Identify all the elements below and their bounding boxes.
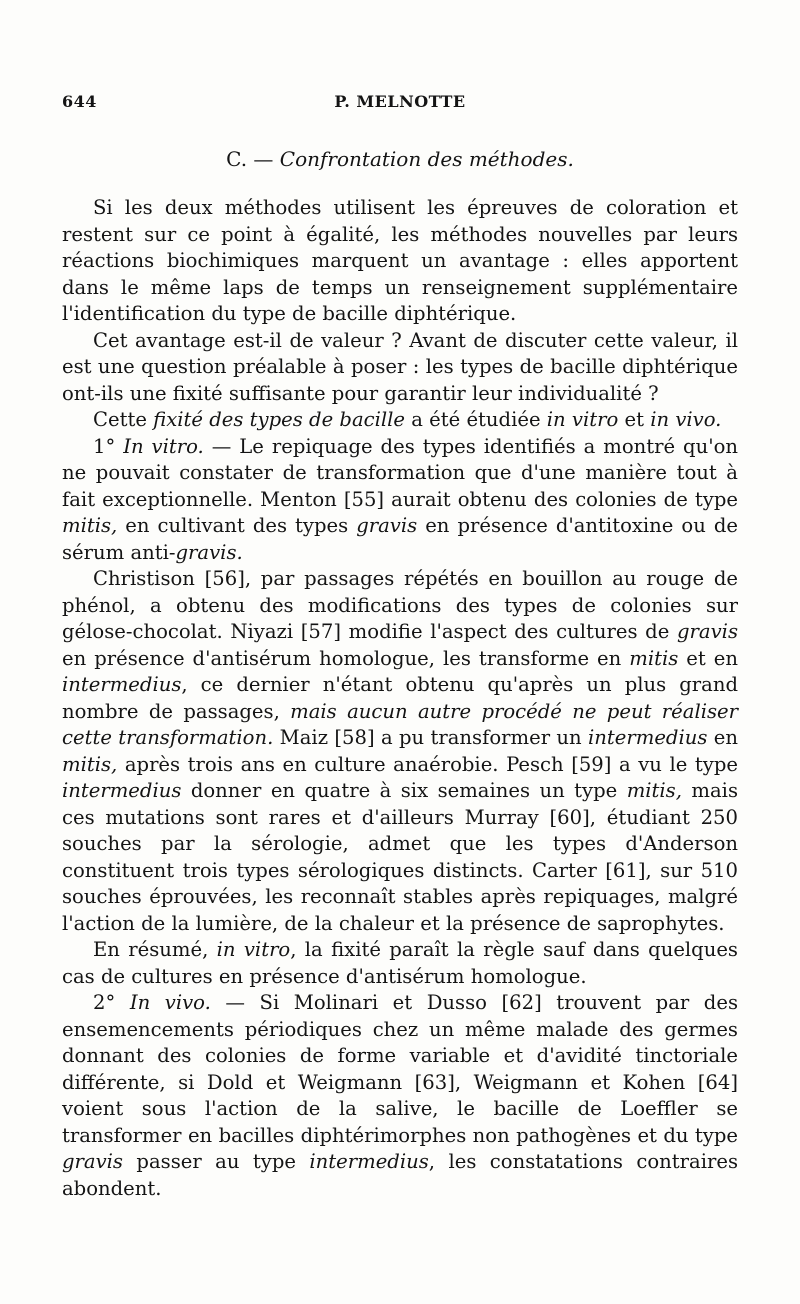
text-run: Christison [56], par passages répétés en bouillon au rouge de phénol, a obtenu des modifications des types de colonies sur gélose-chocolat. Niyazi [57] modifie l'aspect des cultures de — [62, 567, 738, 643]
italic-text: in vitro — [216, 938, 291, 961]
italic-text: gravis — [677, 620, 738, 643]
italic-text: gravis — [356, 514, 418, 537]
paragraph — [62, 566, 738, 937]
text-run: et en — [678, 646, 738, 670]
italic-text: In vivo. — [129, 991, 211, 1014]
body-text — [62, 195, 738, 1202]
section-letter: C. — — [226, 147, 274, 171]
text-run: , les constatations contraires abondent. — [62, 1150, 739, 1200]
text-run: en présence d'antisérum homologue, les transforme en — [62, 646, 630, 670]
italic-text: mitis, — [626, 779, 682, 802]
text-run: — Le repiquage des types identifiés a montré qu'on ne pouvait constater de transformation que d'une manière tout à fait exceptionnelle. Menton [55] aurait obtenu des colonies de type — [62, 434, 739, 511]
text-run: 2° — [93, 991, 130, 1014]
text-run: a été étudiée — [405, 408, 547, 431]
italic-text: mitis, — [62, 514, 118, 537]
text-run: donner en quatre à six semaines un type — [181, 779, 627, 802]
italic-text: intermedius — [62, 673, 182, 696]
italic-text: in vivo. — [650, 408, 722, 431]
text-run: , ce dernier n'étant obtenu qu'après un plus grand nombre de passages, — [62, 673, 738, 723]
text-run: Cet avantage est-il de valeur ? Avant de discuter cette valeur, il est une question préalable à poser : les types de bacille diphtérique ont-ils une fixité suffisante pour garantir leur individualité ? — [62, 328, 738, 405]
italic-text: in vitro — [546, 408, 619, 431]
text-run: en présence d'antitoxine ou de sérum anti- — [62, 514, 738, 564]
italic-text: fixité des types de bacille — [153, 408, 406, 431]
italic-text: intermedius — [309, 1150, 429, 1173]
paragraph — [62, 990, 738, 1202]
paragraph — [62, 937, 738, 990]
text-run: Si les deux méthodes utilisent les épreuves de coloration et restent sur ce point à égalité, les méthodes nouvelles par leurs réactions biochimiques marquent un avantage : elles apportent dans le même laps de temps un renseignement supplémentaire l'identification du type de bacille diphtérique. — [62, 196, 738, 325]
text-run: — Si Molinari et Dusso [62] trouvent par des ensemencements périodiques chez un même malade des germes donnant des colonies de forme variable et d'avidité tinctoriale différente, si Dold et Weigmann [63], Weigmann et Kohen [64] voient sous l'action de la salive, le bacille de Loeffler se transformer en bacilles diphtérimorphes non pathogènes et du type — [62, 991, 738, 1147]
italic-text: gravis. — [175, 540, 243, 564]
italic-text: mitis — [629, 646, 679, 670]
paragraph — [62, 195, 738, 328]
page-number: 644 — [62, 92, 97, 111]
text-run: Cette — [93, 408, 154, 431]
text-run: et — [618, 408, 651, 431]
italic-text: intermedius — [62, 779, 182, 802]
section-heading — [0, 147, 800, 171]
running-head-author: P. MELNOTTE — [334, 92, 466, 111]
italic-text: mitis, — [62, 752, 118, 776]
italic-text: mais aucun autre procédé ne peut réaliser cette transformation. — [62, 699, 738, 749]
text-run: Maiz [58] a pu transformer un — [273, 726, 589, 749]
paragraph — [62, 434, 738, 567]
text-run: mais ces mutations sont rares et d'ailleurs Murray [60], étudiant 250 souches par la sérologie, admet que les types d'Anderson constituent trois types sérologiques distincts. Carter [61], sur 510 souches éprouvées, les reconnaît stables après repiquages, malgré l'action de la lumière, de la chaleur et la présence de saprophytes. — [62, 779, 739, 935]
text-run: 1° — [93, 434, 124, 458]
section-title: Confrontation des méthodes. — [279, 147, 574, 171]
text-run: après trois ans en culture anaérobie. Pesch [59] a vu le type — [117, 752, 738, 776]
italic-text: gravis — [62, 1150, 123, 1173]
text-run: en cultivant des types — [117, 514, 357, 537]
text-run: passer au type — [122, 1150, 310, 1173]
paragraph — [62, 328, 738, 408]
running-head — [62, 92, 738, 116]
text-run: En résumé, — [93, 938, 217, 961]
text-run: en — [707, 726, 738, 749]
italic-text: In vitro. — [123, 434, 204, 458]
text-run: , la fixité paraît la règle sauf dans quelques cas de cultures en présence d'antisérum homologue. — [62, 938, 738, 988]
italic-text: intermedius — [588, 726, 708, 749]
paragraph — [62, 407, 738, 434]
